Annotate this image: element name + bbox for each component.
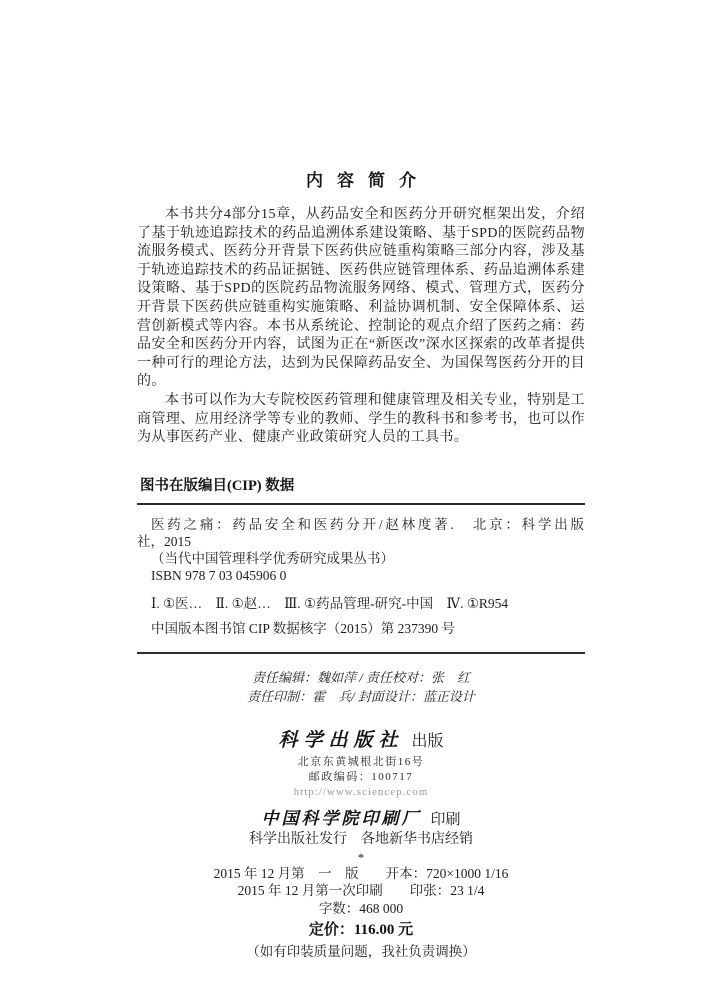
intro-paragraph-2: 本书可以作为大专院校医药管理和健康管理及相关专业，特别是工商管理、应用经济学等专业的教师、学生的教科书和参考书，也可以作为从事医药产业、健康产业政策研究人员的工具书。: [137, 392, 585, 446]
publisher-name: 科学出版社: [278, 729, 404, 751]
printer-role: 印刷: [430, 811, 461, 828]
publisher-address: 北京东黄城根北街16号: [297, 755, 425, 768]
wordcount-line: 字数：468 000: [318, 900, 404, 916]
printer-line: [137, 804, 585, 829]
cip-isbn-line: ISBN 978 7 03 045906 0: [151, 567, 287, 583]
credits-line-editor: 责任编辑：魏如萍 / 责任校对：张 红: [251, 669, 471, 685]
staff-credits: [137, 668, 585, 707]
section-divider-star: *: [357, 849, 365, 865]
cip-title-line-1: 医药之痛：药品安全和医药分开/赵林度著. 北京：科学出版: [151, 516, 585, 532]
exchange-notice: （如有印装质量问题，我社负责调换）: [246, 944, 476, 960]
publisher-website: http://www.sciencep.com: [293, 785, 429, 798]
cip-title-line-2: 社，2015: [137, 533, 191, 549]
imprint-block: [137, 725, 585, 962]
cip-record-line: 中国版本图书馆 CIP 数据核字（2015）第 237390 号: [151, 620, 456, 636]
distribution-line: 科学出版社发行 各地新华书店经销: [249, 831, 473, 847]
intro-paragraph-1: 本书共分4部分15章，从药品安全和医药分开研究框架出发，介绍了基于轨迹追踪技术的药品追溯体系建设策略、基于SPD的医院药品物流服务模式、医药分开背景下医药供应链重构策略三部分内容，涉及基于轨迹追踪技术的药品证据链、医药供应链管理体系、药品追溯体系建设策略、基于SPD的医院药品物流服务网络、模式、管理方式，医药分开背景下医药供应链重构实施策略、利益协调机制、安全保障体系、运营创新模式等内容。本书从系统论、控制论的观点介绍了医药之痛：药品安全和医药分开内容，试图为正在“新医改”深水区探索的改革者提供一种可行的理论方法，达到为民保障药品安全、为国保驾医药分开的目的。: [137, 207, 585, 390]
publisher-postcode: 邮政编码：100717: [308, 770, 414, 783]
printer-name: 中国科学院印刷厂: [261, 808, 422, 828]
cip-section: [137, 474, 585, 654]
cip-classification-line: Ⅰ. ①医… Ⅱ. ①赵… Ⅲ. ①药品管理-研究-中国 Ⅳ. ①R954: [151, 595, 509, 611]
page-title: 内容简介: [306, 171, 430, 190]
credits-line-printing: 责任印制：霍 兵/ 封面设计：蓝正设计: [247, 689, 475, 705]
publisher-line: [137, 725, 585, 752]
price-line: 定价：116.00 元: [308, 922, 414, 939]
printing-line: 2015 年 12 月第一次印刷 印张：23 1/4: [237, 883, 485, 899]
cip-series-line: （当代中国管理科学优秀研究成果丛书）: [151, 550, 394, 566]
cip-body: [137, 503, 585, 654]
publisher-role: 出版: [411, 732, 444, 750]
edition-line: 2015 年 12 月第 一 版 开本：720×1000 1/16: [213, 865, 509, 881]
cip-heading: 图书在版编目(CIP) 数据: [140, 477, 295, 494]
